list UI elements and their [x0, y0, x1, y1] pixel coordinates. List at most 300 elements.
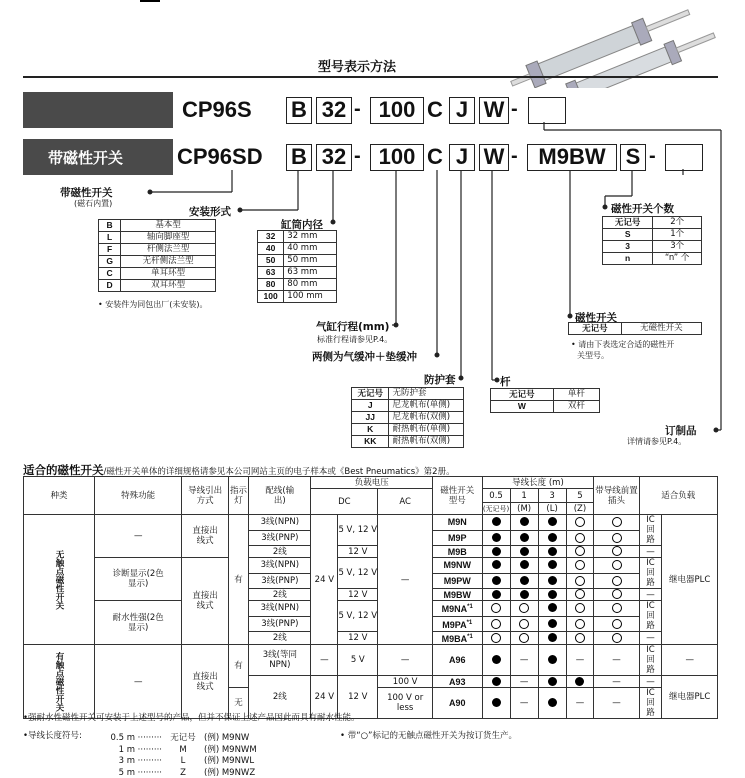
model-cell: M9BW	[432, 589, 482, 601]
load-ic-cell: IC回路	[639, 688, 662, 719]
length-cell	[482, 589, 510, 601]
length-cell	[510, 616, 538, 632]
model-cell: M9NW	[432, 558, 482, 574]
footnote-2: •导线长度符号:	[23, 731, 82, 741]
available-dot-icon	[548, 655, 557, 664]
made-to-order-circle-icon	[575, 619, 585, 629]
h-l1: 1	[510, 489, 538, 503]
wiring-cell: 3线(PNP)	[249, 616, 311, 632]
mount-code: B	[99, 220, 121, 232]
special-cell: —	[95, 515, 182, 558]
mount-code: F	[99, 244, 121, 256]
made-to-order-circle-icon	[575, 533, 585, 543]
wiring-cell: 3线(等同NPN)	[249, 645, 311, 676]
h-ac: AC	[378, 489, 433, 515]
entry-cell: 直接出线式	[182, 645, 228, 719]
made-to-order-circle-icon	[575, 603, 585, 613]
length-cell	[566, 616, 594, 632]
length-cell	[566, 530, 594, 546]
available-dot-icon	[492, 576, 501, 585]
bore-row	[258, 267, 337, 279]
row2-dash3: -	[649, 145, 656, 167]
special-cell: —	[95, 645, 182, 719]
row1-dash1: -	[354, 98, 361, 120]
row2-mount: B	[286, 144, 312, 171]
count-code: n	[603, 253, 653, 265]
preconn-cell	[594, 530, 639, 546]
available-dot-icon	[548, 547, 557, 556]
length-cell	[538, 589, 566, 601]
row2-dash1: -	[354, 145, 361, 167]
length-cell	[510, 589, 538, 601]
preconn-cell: —	[594, 645, 639, 676]
h-load: 适合负载	[639, 477, 717, 515]
length-cell	[538, 546, 566, 558]
load-ic-cell: IC回路	[639, 645, 662, 676]
rod-row	[491, 401, 600, 413]
preconn-cell	[594, 632, 639, 645]
row1-boot: J	[449, 97, 475, 124]
bore-desc: 50 mm	[284, 255, 337, 267]
boot-row	[352, 388, 464, 400]
row2-cushion: C	[427, 144, 443, 169]
length-code: 无记号	[170, 733, 196, 743]
h-dc: DC	[311, 489, 378, 515]
boot-code: 无记号	[352, 388, 389, 400]
load-ic-cell: IC回路	[639, 601, 662, 632]
made-to-order-circle-icon	[575, 517, 585, 527]
length-cell	[510, 573, 538, 589]
switch-none-code: 无记号	[569, 323, 622, 335]
boot-code: J	[352, 400, 389, 412]
count-row	[603, 253, 702, 265]
available-dot-icon	[520, 560, 529, 569]
row1-rod: W	[479, 97, 509, 124]
length-value: 1 m ·········	[118, 744, 162, 755]
load-ic-cell: IC回路	[639, 515, 662, 546]
label-stroke-note: 标准行程请参见P.4。	[317, 335, 393, 344]
boot-desc: 耐热帆布(单侧)	[389, 424, 464, 436]
made-to-order-circle-icon	[519, 619, 529, 629]
bore-code: 40	[258, 243, 284, 255]
made-to-order-circle-icon	[519, 633, 529, 643]
available-dot-icon	[520, 547, 529, 556]
table-row	[24, 515, 718, 531]
made-to-order-circle-icon	[612, 603, 622, 613]
length-code: L	[180, 756, 186, 766]
length-cell	[566, 573, 594, 589]
label-magnetic-sub: (磁石内置)	[74, 199, 113, 208]
load-relay-cell: 继电器PLC	[662, 515, 718, 645]
boot-desc: 尼龙帆布(双侧)	[389, 412, 464, 424]
mount-row	[99, 244, 216, 256]
length-cell	[538, 688, 566, 719]
available-dot-icon	[548, 603, 557, 612]
length-value: 0.5 m ·········	[110, 733, 162, 743]
available-dot-icon	[548, 633, 557, 642]
row2-count: S	[620, 144, 646, 171]
load-ic-cell: IC回路	[639, 558, 662, 589]
made-to-order-circle-icon	[491, 603, 501, 613]
available-dot-icon	[548, 590, 557, 599]
preconn-cell: —	[594, 688, 639, 719]
h-entry: 导线引出方式	[182, 477, 228, 515]
load-relay-cell: —	[662, 645, 718, 676]
label-mount-note: • 安装件为同包出厂(未安装)。	[98, 300, 208, 309]
rod-table	[490, 388, 600, 413]
wiring-cell: 3线(NPN)	[249, 515, 311, 531]
h-preconn: 带导线前置插头	[594, 477, 639, 515]
available-dot-icon	[548, 560, 557, 569]
length-cell	[538, 616, 566, 632]
mount-code: L	[99, 232, 121, 244]
group-nocontact: 无触点磁性开关	[24, 515, 95, 645]
length-cell: —	[510, 676, 538, 688]
length-cell: —	[566, 645, 594, 676]
dc-24v-cell: 24 V	[311, 515, 338, 645]
preconn-cell	[594, 601, 639, 617]
load-relay-cell: 继电器PLC	[662, 676, 718, 719]
length-code-item	[104, 754, 254, 766]
footnote-3: • 带“○”标记的无触点磁性开关为按订货生产。	[340, 731, 517, 741]
ac-cell: 100 V	[378, 676, 433, 688]
row2-prefix: CP96SD	[177, 144, 263, 169]
boot-row	[352, 412, 464, 424]
row2-rod: W	[479, 144, 509, 171]
mount-desc: 双耳环型	[121, 280, 216, 292]
made-to-order-circle-icon	[612, 546, 622, 556]
length-code-item	[104, 731, 249, 743]
h-l3s: (L)	[538, 503, 566, 515]
switch-none-table	[568, 322, 702, 335]
preconn-cell	[594, 515, 639, 531]
available-dot-icon	[492, 698, 501, 707]
length-cell	[510, 601, 538, 617]
row2-label: 带磁性开关	[48, 149, 124, 167]
mount-desc: 无杆侧法兰型	[121, 256, 216, 268]
model-cell: M9PW	[432, 573, 482, 589]
made-to-order-circle-icon	[575, 589, 585, 599]
mount-desc: 轴向脚座型	[121, 232, 216, 244]
made-to-order-circle-icon	[575, 546, 585, 556]
mount-row	[99, 256, 216, 268]
available-dot-icon	[492, 677, 501, 686]
made-to-order-circle-icon	[491, 619, 501, 629]
length-cell: —	[510, 645, 538, 676]
count-table	[602, 216, 702, 265]
wiring-cell: 3线(PNP)	[249, 530, 311, 546]
load-ic-cell: —	[639, 676, 662, 688]
mount-code: G	[99, 256, 121, 268]
length-cell	[482, 632, 510, 645]
label-switch-count: 磁性开关个数	[611, 203, 674, 215]
length-cell	[538, 632, 566, 645]
table-row	[24, 645, 718, 676]
available-dot-icon	[548, 677, 557, 686]
count-desc: “n” 个	[653, 253, 702, 265]
dc-cell: —	[311, 645, 338, 676]
row2-dash2: -	[511, 145, 518, 167]
available-dot-icon	[548, 533, 557, 542]
length-cell: —	[566, 688, 594, 719]
wiring-cell: 2线	[249, 676, 311, 719]
model-cell: M9N	[432, 515, 482, 531]
length-cell	[566, 515, 594, 531]
preconn-cell	[594, 546, 639, 558]
mount-code: D	[99, 280, 121, 292]
length-cell	[510, 546, 538, 558]
switch-none-desc: 无磁性开关	[621, 323, 701, 335]
preconn-cell	[594, 589, 639, 601]
bore-code: 32	[258, 231, 284, 243]
count-row	[603, 241, 702, 253]
h-l05s: (无记号)	[482, 504, 510, 513]
entry-cell: 直接出线式	[182, 515, 228, 558]
length-cell	[482, 530, 510, 546]
label-switch-note1: • 请由下表选定合适的磁性开	[571, 340, 675, 349]
length-cell	[482, 676, 510, 688]
h-type: 种类	[24, 477, 95, 515]
length-example: (例) M9NW	[204, 733, 250, 743]
ac-cell: 100 V or less	[378, 688, 433, 719]
mount-row	[99, 232, 216, 244]
row2-stroke: 100	[370, 144, 424, 171]
length-cell	[538, 530, 566, 546]
made-to-order-circle-icon	[612, 576, 622, 586]
row1-cushion: C	[427, 97, 443, 122]
indicator-cell: 有	[228, 645, 248, 688]
made-to-order-circle-icon	[612, 633, 622, 643]
length-cell	[482, 601, 510, 617]
rod-code: W	[491, 401, 554, 413]
label-rod: 杆	[500, 376, 511, 388]
length-cell	[538, 515, 566, 531]
length-cell	[538, 558, 566, 574]
bore-code: 63	[258, 267, 284, 279]
wiring-cell: 3线(NPN)	[249, 601, 311, 617]
boot-desc: 耐热帆布(双侧)	[389, 436, 464, 448]
count-desc: 2个	[653, 217, 702, 229]
count-row	[603, 229, 702, 241]
dc-cell: 5 V, 12 V	[338, 515, 378, 546]
length-example: (例) M9NWL	[204, 756, 255, 766]
length-example: (例) M9NWM	[204, 744, 257, 755]
dc-cell: 12 V	[338, 676, 378, 719]
length-cell	[566, 632, 594, 645]
preconn-cell: —	[594, 676, 639, 688]
h-l5s: (Z)	[566, 503, 594, 515]
row1-stroke: 100	[370, 97, 424, 124]
row1-dash2: -	[511, 98, 518, 120]
h-special: 特殊功能	[95, 477, 182, 515]
wiring-cell: 3线(NPN)	[249, 558, 311, 574]
row1-bore: 32	[316, 97, 352, 124]
load-ic-cell: —	[639, 632, 662, 645]
length-cell	[566, 558, 594, 574]
model-cell: A96	[432, 645, 482, 676]
ac-cell: —	[378, 515, 433, 645]
wiring-cell: 2线	[249, 632, 311, 645]
label-magnetic-switch: 带磁性开关	[60, 187, 113, 199]
preconn-cell	[594, 558, 639, 574]
length-cell: —	[510, 688, 538, 719]
made-to-order-circle-icon	[519, 603, 529, 613]
page-title: 型号表示方法	[318, 60, 397, 75]
indicator-cell: 有	[228, 515, 248, 645]
h-l3: 3	[538, 489, 566, 503]
table-row	[24, 601, 718, 617]
count-row	[603, 217, 702, 229]
bore-code: 50	[258, 255, 284, 267]
made-to-order-circle-icon	[612, 589, 622, 599]
bore-code: 80	[258, 279, 284, 291]
model-cell: A93	[432, 676, 482, 688]
count-code: 3	[603, 241, 653, 253]
length-cell	[482, 573, 510, 589]
length-cell	[566, 589, 594, 601]
label-bore: 缸筒内径	[281, 219, 323, 231]
switch-spec-table	[23, 476, 718, 719]
dc-cell: 12 V	[338, 589, 378, 601]
length-value: 5 m ·········	[118, 767, 162, 778]
bore-row	[258, 231, 337, 243]
length-code-item	[104, 743, 257, 755]
available-dot-icon	[520, 590, 529, 599]
mount-row	[99, 280, 216, 292]
mount-desc: 基本型	[121, 220, 216, 232]
model-cell: M9PA$^{*1}$	[432, 616, 482, 632]
preconn-cell	[594, 616, 639, 632]
made-to-order-circle-icon	[575, 633, 585, 643]
row1-mount: B	[286, 97, 312, 124]
available-dot-icon	[548, 619, 557, 628]
bore-code: 100	[258, 291, 284, 303]
label-boot: 防护套	[424, 374, 456, 386]
bore-row	[258, 279, 337, 291]
length-cell	[510, 515, 538, 531]
boot-code: JJ	[352, 412, 389, 424]
rod-desc: 单杆	[553, 389, 599, 401]
model-cell: M9B	[432, 546, 482, 558]
length-cell	[482, 616, 510, 632]
label-switch: 磁性开关	[575, 312, 617, 324]
length-cell	[482, 558, 510, 574]
bore-desc: 32 mm	[284, 231, 337, 243]
length-cell	[566, 676, 594, 688]
bore-row	[258, 255, 337, 267]
rod-row	[491, 389, 600, 401]
boot-row	[352, 424, 464, 436]
section-title-sub: /磁性开关单体的详细规格请参见本公司网站主页的电子样本或《Best Pneumatics》第2册。	[103, 467, 455, 477]
length-cell	[482, 688, 510, 719]
available-dot-icon	[492, 560, 501, 569]
made-to-order-circle-icon	[612, 517, 622, 527]
count-code: 无记号	[603, 217, 653, 229]
mount-row	[99, 220, 216, 232]
available-dot-icon	[520, 533, 529, 542]
bore-row	[258, 243, 337, 255]
dc-cell: 5 V	[338, 645, 378, 676]
model-cell: M9BA$^{*1}$	[432, 632, 482, 645]
dc-cell: 5 V, 12 V	[338, 558, 378, 589]
bore-desc: 80 mm	[284, 279, 337, 291]
section-title-main: 适合的磁性开关	[23, 463, 104, 477]
label-stroke: 气缸行程(mm)	[316, 321, 390, 333]
made-to-order-circle-icon	[491, 633, 501, 643]
label-cushion: 两侧为气缓冲＋垫缓冲	[312, 351, 417, 363]
h-wiring: 配线(输出)	[249, 477, 311, 515]
available-dot-icon	[492, 590, 501, 599]
entry-cell: 直接出线式	[182, 558, 228, 645]
length-code: M	[179, 744, 187, 755]
available-dot-icon	[520, 517, 529, 526]
made-to-order-circle-icon	[612, 533, 622, 543]
row2-boot: J	[449, 144, 475, 171]
boot-desc: 无防护套	[389, 388, 464, 400]
label-order-note: 详情请参见P.4。	[627, 437, 687, 446]
length-cell	[566, 601, 594, 617]
length-cell	[482, 546, 510, 558]
boot-code: K	[352, 424, 389, 436]
h-voltage: 负载电压	[311, 477, 433, 489]
bore-desc: 63 mm	[284, 267, 337, 279]
length-code-item	[104, 766, 255, 778]
dc-24v-cell: 24 V	[311, 676, 338, 719]
length-cell	[510, 632, 538, 645]
label-order: 订制品	[665, 425, 697, 437]
mount-desc: 单耳环型	[121, 268, 216, 280]
available-dot-icon	[548, 576, 557, 585]
special-cell: 耐水性强(2色显示)	[95, 601, 182, 645]
bore-row	[258, 291, 337, 303]
boot-row	[352, 436, 464, 448]
length-cell	[510, 530, 538, 546]
wiring-cell: 3线(PNP)	[249, 573, 311, 589]
length-cell	[538, 645, 566, 676]
length-example: (例) M9NWZ	[204, 767, 256, 778]
mount-table	[98, 219, 216, 292]
rod-desc: 双杆	[553, 401, 599, 413]
length-code: Z	[180, 767, 186, 778]
length-cell	[538, 573, 566, 589]
load-ic-cell: —	[639, 589, 662, 601]
available-dot-icon	[492, 517, 501, 526]
available-dot-icon	[575, 677, 584, 686]
available-dot-icon	[548, 517, 557, 526]
made-to-order-circle-icon	[612, 619, 622, 629]
made-to-order-circle-icon	[575, 560, 585, 570]
label-mounting: 安装形式	[189, 206, 231, 218]
bore-table	[257, 230, 337, 303]
available-dot-icon	[492, 533, 501, 542]
boot-row	[352, 400, 464, 412]
rod-code: 无记号	[491, 389, 554, 401]
dc-cell: 12 V	[338, 546, 378, 558]
length-cell	[510, 558, 538, 574]
preconn-cell	[594, 573, 639, 589]
available-dot-icon	[492, 655, 501, 664]
count-code: S	[603, 229, 653, 241]
row2-bore: 32	[316, 144, 352, 171]
available-dot-icon	[520, 576, 529, 585]
length-cell	[538, 601, 566, 617]
length-cell	[482, 515, 510, 531]
length-cell	[482, 645, 510, 676]
available-dot-icon	[548, 698, 557, 707]
length-value: 3 m ·········	[118, 756, 162, 766]
mount-code: C	[99, 268, 121, 280]
table-row	[24, 558, 718, 574]
